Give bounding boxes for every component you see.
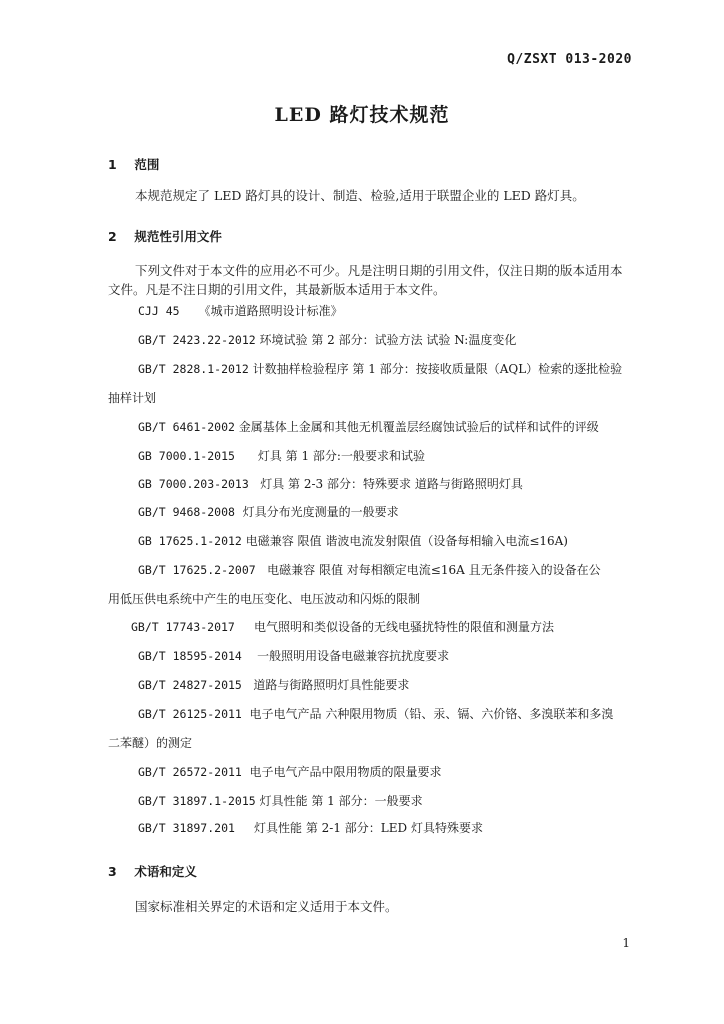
section-number: 1 [108,157,117,172]
section-number: 3 [108,864,117,879]
reference-item-continuation: 二苯醚）的测定 [108,736,193,750]
reference-title: 金属基体上金属和其他无机覆盖层经腐蚀试验后的试样和试件的评级 [238,420,599,434]
reference-code: GB/T 17625.2-2007 [138,563,256,577]
reference-code: GB/T 2423.22-2012 [138,333,256,347]
section-heading-scope [108,155,159,173]
reference-code: GB/T 31897.1-2015 [138,794,256,808]
reference-item [138,359,622,379]
reference-title: 一般照明用设备电磁兼容抗扰度要求 [257,649,450,663]
section-number: 2 [108,229,117,244]
reference-title: 灯具分布光度测量的一般要求 [242,505,399,519]
scope-text: 本规范规定了 LED 路灯具的设计、制造、检验,适用于联盟企业的 LED 路灯具。 [135,188,585,203]
terms-text: 国家标准相关界定的术语和定义适用于本文件。 [135,899,398,914]
reference-title: 《城市道路照明设计标准》 [198,304,343,318]
reference-item [138,675,409,695]
reference-code: GB/T 6461-2002 [138,420,235,434]
reference-item [138,704,613,724]
reference-item [138,818,483,838]
reference-item [138,531,568,551]
reference-code: GB 17625.1-2012 [138,534,242,548]
section-heading-normative-references [108,227,222,245]
reference-item [138,330,516,350]
standard-code: Q/ZSXT 013-2020 [507,52,632,67]
reference-code: GB 7000.1-2015 [138,449,235,463]
page-number: 1 [622,936,630,950]
reference-code: GB/T 17743-2017 [131,620,235,634]
reference-code: GB/T 31897.201 [138,821,235,835]
reference-code: GB/T 24827-2015 [138,678,242,692]
reference-title: 电磁兼容 限值 谐波电流发射限值（设备每相输入电流≤16A) [245,534,568,548]
reference-title: 灯具 第 1 部分:一般要求和试验 [257,449,425,463]
section-heading-terms [108,862,197,880]
reference-code: GB/T 18595-2014 [138,649,242,663]
reference-item-continuation: 用低压供电系统中产生的电压变化、电压波动和闪烁的限制 [108,592,421,606]
reference-item [138,791,423,811]
reference-item [138,446,425,466]
reference-code: GB/T 26572-2011 [138,765,242,779]
reference-item [138,502,399,522]
reference-item-continuation: 抽样计划 [108,391,157,405]
reference-item [138,417,599,437]
reference-title: 灯具 第 2-3 部分：特殊要求 道路与街路照明灯具 [260,477,523,491]
reference-item [138,762,442,782]
reference-title: 道路与街路照明灯具性能要求 [253,678,410,692]
reference-code: GB/T 26125-2011 [138,707,242,721]
document-title: LED 路灯技术规范 [274,104,450,126]
reference-code: CJJ 45 [138,304,180,318]
reference-item [138,474,523,494]
references-intro-line-1: 下列文件对于本文件的应用必不可少。凡是注明日期的引用文件，仅注日期的版本适用本 [135,263,623,278]
reference-title: 灯具性能 第 2-1 部分：LED 灯具特殊要求 [254,821,483,835]
reference-code: GB/T 9468-2008 [138,505,235,519]
reference-title: 电子电气产品 六种限用物质（铅、汞、镉、六价铬、多溴联苯和多溴 [249,707,614,721]
reference-code: GB 7000.203-2013 [138,477,249,491]
section-title: 范围 [134,157,160,172]
reference-title: 计数抽样检验程序 第 1 部分：按接收质量限（AQL）检索的逐批检验 [252,362,623,376]
section-title: 规范性引用文件 [134,229,222,244]
reference-title: 环境试验 第 2 部分：试验方法 试验 N:温度变化 [259,333,517,347]
reference-title: 电气照明和类似设备的无线电骚扰特性的限值和测量方法 [253,620,554,634]
reference-title: 灯具性能 第 1 部分：一般要求 [259,794,423,808]
reference-item [138,560,601,580]
references-intro-line-2: 文件。凡是不注日期的引用文件，其最新版本适用于本文件。 [108,282,446,297]
reference-item [131,617,554,637]
reference-item [138,646,449,666]
reference-item [138,301,343,321]
section-title: 术语和定义 [134,864,197,879]
reference-title: 电子电气产品中限用物质的限量要求 [249,765,442,779]
reference-title: 电磁兼容 限值 对每相额定电流≤16A 且无条件接入的设备在公 [267,563,601,577]
reference-code: GB/T 2828.1-2012 [138,362,249,376]
